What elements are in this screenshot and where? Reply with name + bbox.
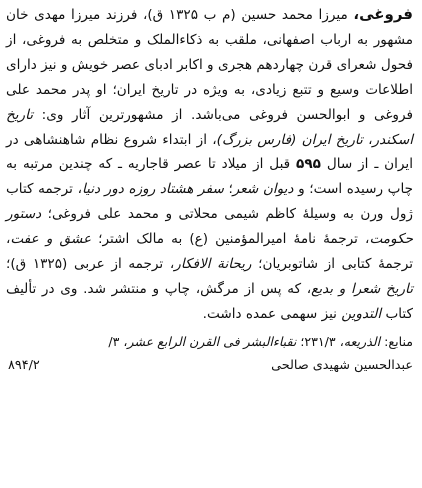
work-title-dastur-hokumat: دستور حکومت [6, 206, 413, 248]
entry-reference-number: ۸۹۴/۲ [8, 357, 40, 373]
author-name: عبدالحسین شهیدی صالحی [271, 357, 413, 373]
separator: ، [362, 131, 373, 148]
work-title-tarikh-eskandar: تاریخ اسکندر [6, 106, 413, 148]
work-title-eshgh-va-effat: عشق و عفت [10, 231, 92, 248]
entry-text-part-6: ، ترجمهٔ کتابی از شاتوبریان؛ [6, 231, 413, 273]
source-noqaba-location: ، ۳/ [108, 333, 128, 349]
work-title-tarikh-shoara: تاریخ شعرا و بدیع [311, 280, 413, 297]
entry-footer [6, 355, 413, 377]
entry-text-part-2: ، از ابتداء شروع نظام شاهنشاهی در ایران ـ از سال [6, 131, 413, 173]
entry-text-part-4: ، ترجمه کتاب ژول ورن به وسیلهٔ کاظم شیمی محلاتی و محمد علی فروغی؛ [6, 181, 413, 223]
source-zarieh: الذریعه [343, 333, 381, 349]
year-595: ۵۹۵ [296, 156, 321, 173]
entry-text-part-1: میرزا محمد حسین (م ب ۱۳۲۵ ق)، فرزند میرزا مهدی خان مشهور به ارباب اصفهانی، ملقب به ذکاءالملک و متخلص به فروغی، از فحول شعرای قرن چهاردهم هجری و اکابر ادبای عصر خویش و نیز دارای اطلاعات وسیع و تتبع زیادی، به ویژه در تاریخ ایران؛ او پدر محمد علی فروغی و ابوالحسن فروغی می‌باشد. از مشهورترین آثار وی: [6, 7, 413, 123]
separator: ؛ [223, 181, 233, 198]
entry-text-part-8: ، که پس از مرگش، چاپ و منتشر شد. وی در تألیف کتاب [6, 280, 413, 322]
entry-text [6, 2, 413, 327]
entry-headword: فروغی، [353, 5, 413, 23]
work-title-divan: دیوان شعر [232, 181, 294, 198]
work-title-reyhanat: ریحانة الافکار [174, 256, 252, 273]
work-title-safar: سفر هشتاد روزه دور دنیا [81, 181, 224, 198]
entry-text-part-5: ، ترجمهٔ نامهٔ امیرالمؤمنین (ع) به مالک اشتر؛ [91, 231, 370, 248]
sources-line [6, 331, 413, 353]
source-zarieh-location: ، ۲۳۱/۳؛ [296, 333, 344, 349]
entry-text-part-9: نیز سهمی عمده داشت. [202, 305, 342, 322]
entry-text-part-3: قبل از میلاد تا عصر قاجاریه ـ که چندین مرتبه به چاپ رسیده است؛ و [6, 156, 413, 198]
work-title-tadvin: التدوین [341, 305, 382, 322]
entry-text-part-7: ، ترجمه از عربی (۱۳۲۵ ق)؛ [6, 256, 175, 273]
source-noqaba: نقباءالبشر فی القرن الرابع عشر [127, 333, 297, 349]
sources-label: منابع: [380, 333, 413, 349]
work-title-tarikh-iran: تاریخ ایران (فارس بزرگ) [216, 131, 363, 148]
